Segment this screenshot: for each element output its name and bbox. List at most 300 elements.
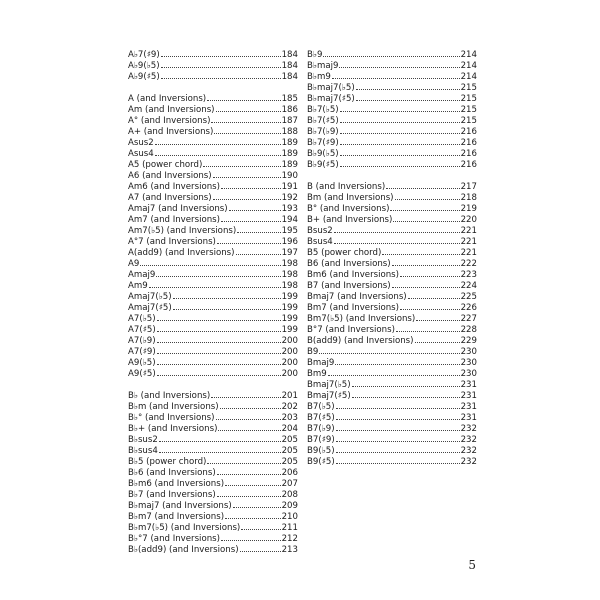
toc-entry-page: 199 [281, 292, 298, 302]
toc-entry-name: A5 (power chord) [128, 160, 203, 170]
toc-entry [307, 290, 477, 301]
toc-entry [307, 455, 477, 466]
toc-entry-page: 207 [281, 479, 298, 489]
toc-entry-name: B♭7(♯9) [307, 138, 339, 148]
dot-leader [400, 301, 460, 310]
toc-entry-page: 223 [460, 270, 477, 280]
toc-entry-page: 198 [281, 281, 298, 291]
dot-leader [237, 224, 280, 233]
toc-entry-page: 208 [281, 490, 298, 500]
toc-entry-name: A7(♯9) [128, 347, 156, 357]
toc-entry-name: Bm (and Inversions) [307, 193, 394, 203]
toc-entry-name: A9 [128, 259, 140, 269]
toc-group [128, 389, 298, 554]
toc-entry [307, 114, 477, 125]
dot-leader [240, 543, 281, 552]
toc-entry [307, 70, 477, 81]
toc-entry-page: 185 [281, 94, 298, 104]
toc-entry [307, 103, 477, 114]
toc-entry [307, 224, 477, 235]
dot-leader [221, 180, 281, 189]
dot-leader [334, 224, 460, 233]
dot-leader [382, 246, 459, 255]
toc-entry-name: A (and Inversions) [128, 94, 207, 104]
toc-entry [307, 312, 477, 323]
dot-leader [386, 180, 459, 189]
toc-entry [128, 455, 298, 466]
dot-leader [319, 345, 459, 354]
toc-entry-name: B♭+ (and Inversions) [128, 424, 218, 434]
toc-entry-page: 189 [281, 149, 298, 159]
toc-entry-name: B♭5 (power chord) [128, 457, 207, 467]
toc-entry-page: 215 [460, 94, 477, 104]
dot-leader [214, 125, 280, 134]
toc-entry-name: A+ (and Inversions) [128, 127, 214, 137]
toc-entry-name: A7(♯5) [128, 325, 156, 335]
toc-group [128, 92, 298, 378]
toc-entry [128, 367, 298, 378]
toc-entry-page: 189 [281, 138, 298, 148]
toc-entry-page: 228 [460, 325, 477, 335]
toc-entry-page: 222 [460, 259, 477, 269]
dot-leader [336, 422, 460, 431]
toc-entry-name: Amaj7(♯5) [128, 303, 172, 313]
dot-leader [336, 433, 460, 442]
toc-entry [128, 246, 298, 257]
dot-leader [207, 455, 280, 464]
toc-entry-page: 192 [281, 193, 298, 203]
toc-entry-name: Am9 [128, 281, 148, 291]
toc-entry [128, 510, 298, 521]
toc-entry [128, 389, 298, 400]
toc-entry [307, 411, 477, 422]
toc-entry-name: B7 (and Inversions) [307, 281, 391, 291]
toc-entry [128, 213, 298, 224]
dot-leader [395, 191, 460, 200]
dot-leader [340, 125, 460, 134]
toc-entry [128, 466, 298, 477]
toc-entry-page: 219 [460, 204, 477, 214]
dot-leader [328, 367, 460, 376]
toc-entry-name: B♭7(♭9) [307, 127, 339, 137]
toc-entry-page: 202 [281, 402, 298, 412]
dot-leader [415, 334, 460, 343]
dot-leader [323, 48, 459, 57]
toc-entry [128, 268, 298, 279]
dot-leader [392, 257, 460, 266]
toc-entry-page: 187 [281, 116, 298, 126]
toc-entry-page: 215 [460, 116, 477, 126]
dot-leader [336, 444, 460, 453]
toc-entry-page: 212 [281, 534, 298, 544]
dot-leader [336, 411, 460, 420]
toc-entry-name: B♭maj7(♯5) [307, 94, 355, 104]
toc-entry [128, 422, 298, 433]
toc-entry-page: 198 [281, 270, 298, 280]
toc-entry-name: A7 (and Inversions) [128, 193, 212, 203]
toc-entry-name: A♭9(♯5) [128, 72, 160, 82]
toc-entry-page: 216 [460, 149, 477, 159]
toc-entry-page: 220 [460, 215, 477, 225]
toc-entry [307, 136, 477, 147]
toc-entry-page: 230 [460, 347, 477, 357]
dot-leader [340, 103, 460, 112]
toc-entry [307, 279, 477, 290]
dot-leader [211, 114, 280, 123]
toc-entry [128, 103, 298, 114]
toc-entry-page: 216 [460, 127, 477, 137]
toc-entry [307, 301, 477, 312]
toc-group [128, 48, 298, 81]
toc-entry [128, 532, 298, 543]
toc-entry [128, 224, 298, 235]
toc-entry-page: 226 [460, 303, 477, 313]
dot-leader [335, 356, 459, 365]
dot-leader [157, 334, 281, 343]
toc-entry-page: 200 [281, 358, 298, 368]
toc-entry-name: B♭9 [307, 50, 323, 60]
toc-entry [307, 268, 477, 279]
dot-leader [203, 158, 280, 167]
dot-leader [216, 411, 281, 420]
toc-entry-name: A7(♭5) [128, 314, 156, 324]
toc-entry-page: 213 [281, 545, 298, 555]
toc-entry [128, 290, 298, 301]
dot-leader [339, 59, 459, 68]
toc-entry [307, 92, 477, 103]
toc-entry [307, 125, 477, 136]
toc-entry-page: 221 [460, 237, 477, 247]
toc-entry [128, 125, 298, 136]
toc-entry [128, 400, 298, 411]
toc-entry-page: 231 [460, 402, 477, 412]
toc-entry-page: 205 [281, 435, 298, 445]
toc-entry-name: B9(♭5) [307, 446, 335, 456]
toc-entry-page: 197 [281, 248, 298, 258]
dot-leader [356, 81, 460, 90]
toc-entry [128, 147, 298, 158]
toc-entry-page: 184 [281, 72, 298, 82]
dot-leader [416, 312, 459, 321]
dot-leader [149, 279, 281, 288]
toc-entry-name: B♭9(♯5) [307, 160, 339, 170]
toc-entry-page: 218 [460, 193, 477, 203]
toc-entry-name: Am6 (and Inversions) [128, 182, 220, 192]
dot-leader [173, 301, 281, 310]
dot-leader [225, 477, 281, 486]
dot-leader [216, 103, 281, 112]
toc-entry-name: B♭6 (and Inversions) [128, 468, 216, 478]
toc-entry-name: Bsus2 [307, 226, 333, 236]
toc-entry [128, 356, 298, 367]
toc-entry-name: Am7(♭5) (and Inversions) [128, 226, 237, 236]
toc-entry-page: 186 [281, 105, 298, 115]
toc-entry-name: B♭ (and Inversions) [128, 391, 211, 401]
toc-entry-name: B♭7(♯5) [307, 116, 339, 126]
dot-leader [336, 455, 460, 464]
dot-leader [390, 202, 459, 211]
toc-entry-name: Am7 (and Inversions) [128, 215, 220, 225]
toc-right-column [307, 48, 477, 477]
toc-entry-name: B♭° (and Inversions) [128, 413, 215, 423]
dot-leader [221, 213, 281, 222]
dot-leader [220, 400, 281, 409]
dot-leader [336, 400, 460, 409]
dot-leader [211, 389, 280, 398]
toc-entry-page: 184 [281, 50, 298, 60]
toc-entry [128, 521, 298, 532]
toc-entry [128, 202, 298, 213]
toc-entry-name: A6 (and Inversions) [128, 171, 212, 181]
toc-group [307, 180, 477, 466]
toc-entry-name: Bm7(♭5) (and Inversions) [307, 314, 416, 324]
toc-entry [128, 92, 298, 103]
toc-entry [128, 499, 298, 510]
toc-entry [307, 257, 477, 268]
toc-entry-name: B (and Inversions) [307, 182, 386, 192]
toc-entry [307, 48, 477, 59]
toc-entry-page: 190 [281, 171, 298, 181]
toc-entry-page: 199 [281, 325, 298, 335]
toc-entry-page: 199 [281, 303, 298, 313]
toc-entry [307, 356, 477, 367]
toc-entry [128, 433, 298, 444]
toc-entry-name: B♭maj9 [307, 61, 339, 71]
toc-entry-page: 205 [281, 457, 298, 467]
toc-entry [307, 323, 477, 334]
dot-leader [393, 213, 459, 222]
toc-entry [128, 334, 298, 345]
dot-leader [225, 510, 281, 519]
toc-entry [128, 477, 298, 488]
dot-leader [334, 235, 460, 244]
dot-leader [173, 290, 281, 299]
toc-entry-name: A9(♭5) [128, 358, 156, 368]
toc-entry-page: 191 [281, 182, 298, 192]
toc-entry-name: B♭m6 (and Inversions) [128, 479, 225, 489]
toc-entry-page: 217 [460, 182, 477, 192]
toc-entry-page: 225 [460, 292, 477, 302]
dot-leader [159, 433, 281, 442]
toc-entry-page: 193 [281, 204, 298, 214]
dot-leader [221, 532, 281, 541]
toc-entry [307, 213, 477, 224]
dot-leader [217, 488, 281, 497]
toc-entry-name: A° (and Inversions) [128, 116, 211, 126]
toc-entry [128, 191, 298, 202]
toc-entry-name: Am (and Inversions) [128, 105, 215, 115]
dot-leader [157, 356, 281, 365]
toc-entry-page: 195 [281, 226, 298, 236]
toc-entry [128, 257, 298, 268]
toc-entry [307, 389, 477, 400]
dot-leader [356, 92, 460, 101]
dot-leader [396, 323, 460, 332]
toc-entry-name: B7(♭5) [307, 402, 335, 412]
toc-entry-page: 200 [281, 369, 298, 379]
toc-entry-page: 231 [460, 413, 477, 423]
toc-entry-page: 229 [460, 336, 477, 346]
dot-leader [392, 279, 460, 288]
dot-leader [157, 367, 281, 376]
toc-entry-name: B5 (power chord) [307, 248, 382, 258]
toc-entry-page: 216 [460, 160, 477, 170]
dot-leader [155, 136, 281, 145]
dot-leader [161, 48, 281, 57]
dot-leader [217, 235, 281, 244]
toc-entry-page: 231 [460, 380, 477, 390]
toc-entry [307, 334, 477, 345]
toc-entry-page: 205 [281, 446, 298, 456]
toc-entry-name: Bm7 (and Inversions) [307, 303, 400, 313]
dot-leader [400, 268, 460, 277]
toc-entry [128, 180, 298, 191]
toc-entry-name: Bm6 (and Inversions) [307, 270, 400, 280]
toc-entry-page: 196 [281, 237, 298, 247]
toc-entry-name: B9 [307, 347, 319, 357]
toc-entry [128, 444, 298, 455]
toc-entry [128, 312, 298, 323]
toc-entry [307, 345, 477, 356]
toc-entry-name: B♭m9 [307, 72, 331, 82]
toc-entry [307, 191, 477, 202]
toc-entry-name: A9(♯5) [128, 369, 156, 379]
toc-entry-name: Amaj9 [128, 270, 156, 280]
toc-entry [128, 235, 298, 246]
toc-left-column [128, 48, 298, 565]
toc-entry-name: Bmaj9 [307, 358, 335, 368]
toc-entry [128, 70, 298, 81]
toc-entry [128, 48, 298, 59]
toc-entry-page: 189 [281, 160, 298, 170]
toc-entry-page: 184 [281, 61, 298, 71]
dot-leader [218, 422, 280, 431]
toc-entry [307, 246, 477, 257]
dot-leader [332, 70, 460, 79]
toc-entry-page: 224 [460, 281, 477, 291]
dot-leader [157, 323, 281, 332]
dot-leader [161, 70, 281, 79]
dot-leader [340, 158, 460, 167]
toc-entry-page: 203 [281, 413, 298, 423]
dot-leader [236, 246, 281, 255]
page-number: 5 [468, 558, 476, 572]
toc-entry-page: 215 [460, 105, 477, 115]
toc-entry-page: 232 [460, 435, 477, 445]
toc-entry [128, 488, 298, 499]
toc-entry-name: Amaj7 (and Inversions) [128, 204, 228, 214]
toc-entry-name: B♭m7(♭5) (and Inversions) [128, 523, 241, 533]
toc-entry-name: B9(♯5) [307, 457, 335, 467]
toc-entry-page: 214 [460, 72, 477, 82]
toc-entry-name: B♭sus2 [128, 435, 158, 445]
toc-entry [128, 301, 298, 312]
dot-leader [352, 389, 460, 398]
toc-entry [128, 323, 298, 334]
dot-leader [157, 345, 281, 354]
toc-entry-page: 231 [460, 391, 477, 401]
toc-entry [307, 202, 477, 213]
toc-entry-name: B♭maj7 (and Inversions) [128, 501, 232, 511]
dot-leader [157, 312, 281, 321]
toc-entry-page: 214 [460, 50, 477, 60]
dot-leader [207, 92, 280, 101]
dot-leader [340, 147, 460, 156]
toc-entry [307, 444, 477, 455]
dot-leader [352, 378, 460, 387]
toc-entry-page: 232 [460, 457, 477, 467]
toc-entry-page: 214 [460, 61, 477, 71]
toc-entry-page: 198 [281, 259, 298, 269]
toc-entry [307, 235, 477, 246]
toc-entry-name: A♭7(♯9) [128, 50, 160, 60]
toc-entry-name: B° (and Inversions) [307, 204, 390, 214]
toc-entry [307, 378, 477, 389]
toc-entry-page: 216 [460, 138, 477, 148]
toc-group [307, 48, 477, 169]
toc-entry-name: Amaj7(♭5) [128, 292, 172, 302]
toc-entry-page: 188 [281, 127, 298, 137]
dot-leader [155, 147, 281, 156]
dot-leader [217, 466, 281, 475]
toc-entry-name: Bmaj7 (and Inversions) [307, 292, 407, 302]
toc-entry-page: 221 [460, 226, 477, 236]
toc-entry-page: 215 [460, 83, 477, 93]
toc-entry [128, 543, 298, 554]
toc-entry [307, 180, 477, 191]
toc-entry-name: A♭9(♭5) [128, 61, 160, 71]
toc-entry-name: B(add9) (and Inversions) [307, 336, 414, 346]
toc-entry-page: 201 [281, 391, 298, 401]
toc-entry-name: Bm9 [307, 369, 327, 379]
dot-leader [161, 59, 281, 68]
toc-entry [128, 169, 298, 180]
dot-leader [156, 268, 280, 277]
toc-entry [307, 400, 477, 411]
toc-entry-page: 199 [281, 314, 298, 324]
toc-entry-name: A°7 (and Inversions) [128, 237, 216, 247]
toc-entry-name: B♭7 (and Inversions) [128, 490, 216, 500]
toc-entry-name: Bmaj7(♭5) [307, 380, 351, 390]
toc-entry [307, 433, 477, 444]
toc-entry-name: B♭9(♭5) [307, 149, 339, 159]
toc-entry-name: B♭maj7(♭5) [307, 83, 355, 93]
toc-entry-page: 206 [281, 468, 298, 478]
toc-entry [128, 158, 298, 169]
dot-leader [213, 169, 281, 178]
toc-entry [307, 81, 477, 92]
toc-entry-name: Bmaj7(♯5) [307, 391, 351, 401]
toc-entry [128, 411, 298, 422]
toc-entry-page: 221 [460, 248, 477, 258]
dot-leader [140, 257, 280, 266]
toc-entry-name: B♭sus4 [128, 446, 158, 456]
toc-entry [128, 114, 298, 125]
dot-leader [340, 136, 460, 145]
dot-leader [408, 290, 460, 299]
dot-leader [340, 114, 460, 123]
toc-entry [307, 158, 477, 169]
toc-entry-name: B♭°7 (and Inversions) [128, 534, 220, 544]
toc-entry-page: 210 [281, 512, 298, 522]
dot-leader [241, 521, 280, 530]
dot-leader [229, 202, 281, 211]
toc-entry-page: 232 [460, 424, 477, 434]
toc-entry-page: 227 [460, 314, 477, 324]
toc-entry-name: A7(♭9) [128, 336, 156, 346]
dot-leader [213, 191, 281, 200]
toc-entry-page: 230 [460, 358, 477, 368]
